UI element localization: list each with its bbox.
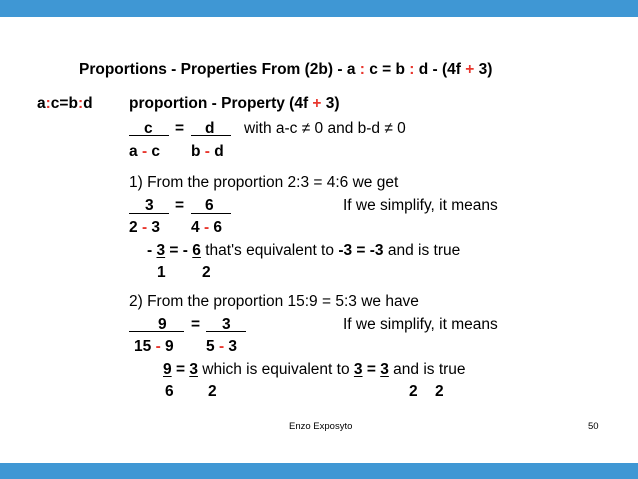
bottom-accent-bar bbox=[0, 463, 638, 479]
formula-numerator-left: c bbox=[144, 120, 153, 137]
page-number: 50 bbox=[588, 421, 599, 432]
example1-intro: 1) From the proportion 2:3 = 4:6 we get bbox=[129, 174, 399, 191]
example2-equals: = bbox=[191, 316, 201, 333]
fraction-bar bbox=[129, 331, 184, 332]
example2-simplified-den-left: 6 bbox=[165, 383, 174, 400]
example1-numerator-right: 6 bbox=[205, 197, 214, 214]
example2-result-den-left: 2 bbox=[409, 383, 418, 400]
example2-denominator-left: 15 - 9 bbox=[134, 338, 174, 355]
example2-simplified: 9 = 3 which is equivalent to 3 = 3 and is true bbox=[163, 361, 466, 378]
formula-equals: = bbox=[175, 120, 185, 137]
example1-numerator-left: 3 bbox=[145, 197, 154, 214]
example2-numerator-right: 3 bbox=[222, 316, 231, 333]
formula-denominator-right: b - d bbox=[191, 143, 224, 160]
example2-denominator-right: 5 - 3 bbox=[206, 338, 238, 355]
formula-denominator-left: a - c bbox=[129, 143, 161, 160]
example1-simplified-den-left: 1 bbox=[157, 264, 166, 281]
example1-note: If we simplify, it means bbox=[343, 197, 498, 214]
example2-simplified-den-right: 2 bbox=[208, 383, 217, 400]
example2-numerator-left: 9 bbox=[158, 316, 167, 333]
slide-title: Proportions - Properties From (2b) - a : c = b : d - (4f + 3) bbox=[79, 61, 493, 78]
example1-simplified-den-right: 2 bbox=[202, 264, 211, 281]
formula-condition: with a-c ≠ 0 and b-d ≠ 0 bbox=[244, 120, 406, 137]
footer-author: Enzo Exposyto bbox=[289, 421, 353, 432]
example1-denominator-left: 2 - 3 bbox=[129, 219, 161, 236]
example2-intro: 2) From the proportion 15:9 = 5:3 we have bbox=[129, 293, 419, 310]
example1-simplified: - 3 = - 6 that's equivalent to -3 = -3 and is true bbox=[147, 242, 461, 259]
formula-numerator-right: d bbox=[205, 120, 215, 137]
example2-result-den-right: 2 bbox=[435, 383, 444, 400]
property-heading: proportion - Property (4f + 3) bbox=[129, 95, 340, 112]
example1-equals: = bbox=[175, 197, 185, 214]
top-accent-bar bbox=[0, 0, 638, 17]
proportion-label: a:c=b:d bbox=[37, 95, 93, 112]
example2-note: If we simplify, it means bbox=[343, 316, 498, 333]
example1-denominator-right: 4 - 6 bbox=[191, 219, 223, 236]
